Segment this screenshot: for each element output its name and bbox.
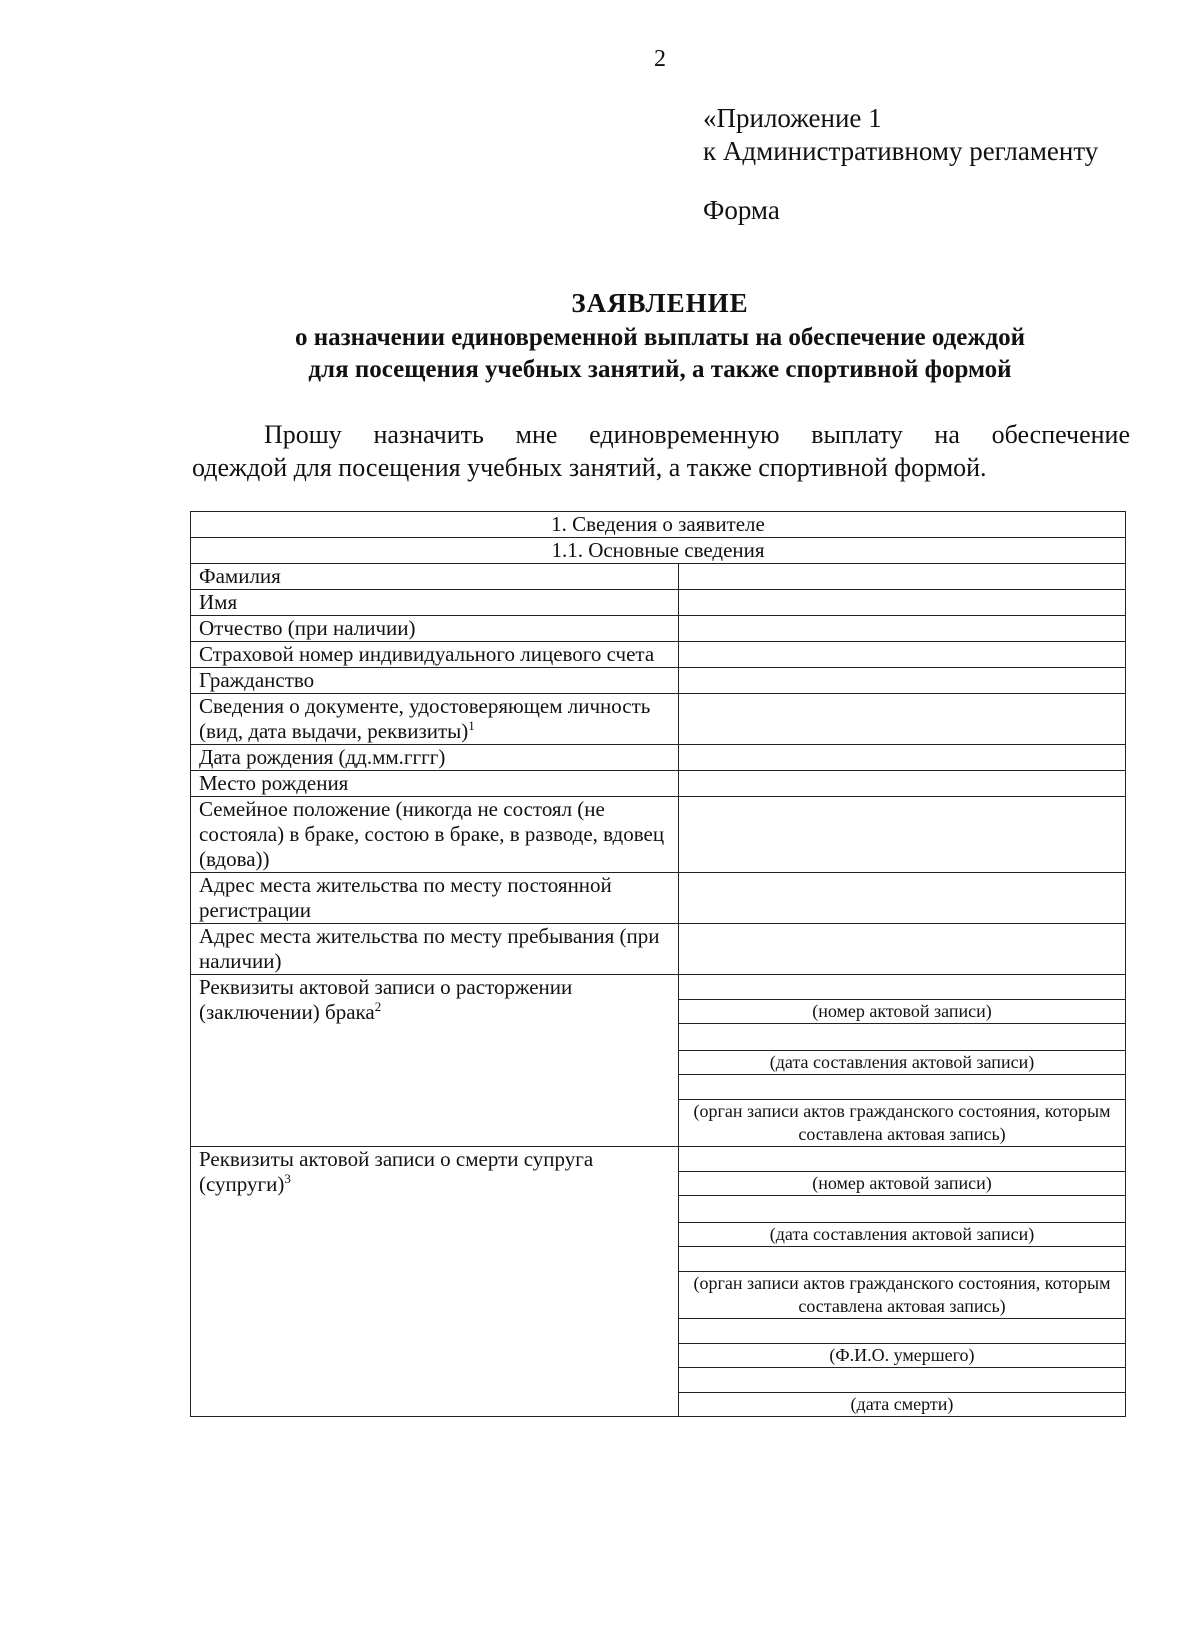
field-label-surname: Фамилия	[191, 564, 679, 590]
annex-line-1: «Приложение 1	[703, 103, 882, 133]
marriage-record-date-caption: (дата составления актовой записи)	[679, 1051, 1126, 1075]
field-value-marital-status[interactable]	[679, 797, 1126, 873]
field-value-surname[interactable]	[679, 564, 1126, 590]
field-value-registration-address[interactable]	[679, 873, 1126, 924]
marriage-record-authority-caption: (орган записи актов гражданского состояния, которым составлена актовая запись)	[679, 1100, 1126, 1147]
page-number: 2	[654, 46, 666, 72]
field-value-birth-place[interactable]	[679, 771, 1126, 797]
annex-line-2: к Административному регламенту	[703, 136, 1099, 166]
annex-reference	[703, 102, 1098, 168]
footnote-marker: 1	[468, 718, 475, 733]
request-line-2: одеждой для посещения учебных занятий, а также спортивной формой.	[192, 453, 987, 482]
death-date-input[interactable]	[679, 1368, 1126, 1393]
death-record-label-text: Реквизиты актовой записи о смерти супруга (супруги)	[199, 1147, 594, 1196]
footnote-marker: 3	[284, 1171, 291, 1186]
table-row	[191, 564, 1126, 590]
request-line-1: Прошу назначить мне единовременную выплату на обеспечение	[264, 420, 1130, 449]
field-label-citizenship: Гражданство	[191, 668, 679, 694]
footnote-marker: 2	[374, 999, 382, 1014]
deceased-name-input[interactable]	[679, 1319, 1126, 1344]
table-row	[191, 1147, 1126, 1172]
field-value-stay-address[interactable]	[679, 924, 1126, 975]
document-subtitle-line-2: для посещения учебных занятий, а также спортивной формой	[308, 356, 1012, 383]
death-record-date-input[interactable]	[679, 1196, 1126, 1223]
marriage-record-date-input[interactable]	[679, 1024, 1126, 1051]
field-label-birth-date: Дата рождения (дд.мм.гггг)	[191, 745, 679, 771]
subsection-title: 1.1. Основные сведения	[191, 538, 1126, 564]
field-value-identity-document[interactable]	[679, 694, 1126, 745]
field-label-name: Имя	[191, 590, 679, 616]
field-label-marriage-record	[191, 975, 679, 1147]
field-label-stay-address: Адрес места жительства по месту пребывания (при наличии)	[191, 924, 679, 975]
death-record-number-input[interactable]	[679, 1147, 1126, 1172]
section-title: 1. Сведения о заявителе	[191, 512, 1126, 538]
marriage-record-authority-input[interactable]	[679, 1075, 1126, 1100]
death-record-authority-input[interactable]	[679, 1247, 1126, 1272]
field-value-name[interactable]	[679, 590, 1126, 616]
marriage-record-number-caption: (номер актовой записи)	[679, 1000, 1126, 1024]
death-record-date-caption: (дата составления актовой записи)	[679, 1223, 1126, 1247]
field-value-snils[interactable]	[679, 642, 1126, 668]
identity-document-label-text: Сведения о документе, удостоверяющем личность (вид, дата выдачи, реквизиты)	[199, 694, 651, 743]
table-row	[191, 797, 1126, 873]
field-label-marital-status: Семейное положение (никогда не состоял (не состояла) в браке, состою в браке, в разводе, вдовец (вдова))	[191, 797, 679, 873]
table-row	[191, 975, 1126, 1000]
table-row	[191, 694, 1126, 745]
table-row	[191, 873, 1126, 924]
deceased-name-caption: (Ф.И.О. умершего)	[679, 1344, 1126, 1368]
field-value-birth-date[interactable]	[679, 745, 1126, 771]
field-value-citizenship[interactable]	[679, 668, 1126, 694]
form-label: Форма	[703, 195, 780, 225]
table-row	[191, 745, 1126, 771]
table-row	[191, 771, 1126, 797]
table-row	[191, 668, 1126, 694]
table-row	[191, 924, 1126, 975]
death-date-caption: (дата смерти)	[679, 1393, 1126, 1417]
field-label-snils: Страховой номер индивидуального лицевого счета	[191, 642, 679, 668]
field-label-identity-document	[191, 694, 679, 745]
field-label-death-record	[191, 1147, 679, 1417]
marriage-record-number-input[interactable]	[679, 975, 1126, 1000]
applicant-info-table	[190, 511, 1126, 1417]
field-label-birth-place: Место рождения	[191, 771, 679, 797]
field-label-registration-address: Адрес места жительства по месту постоянной регистрации	[191, 873, 679, 924]
death-record-number-caption: (номер актовой записи)	[679, 1172, 1126, 1196]
field-value-patronymic[interactable]	[679, 616, 1126, 642]
subsection-header-row	[191, 538, 1126, 564]
field-label-patronymic: Отчество (при наличии)	[191, 616, 679, 642]
death-record-authority-caption: (орган записи актов гражданского состояния, которым составлена актовая запись)	[679, 1272, 1126, 1319]
marriage-record-label-text: Реквизиты актовой записи о расторжении (заключении) брака	[199, 975, 573, 1024]
section-header-row	[191, 512, 1126, 538]
request-paragraph	[192, 418, 1130, 484]
table-row	[191, 616, 1126, 642]
document-subtitle-line-1: о назначении единовременной выплаты на обеспечение одеждой	[294, 324, 1026, 351]
table-row	[191, 590, 1126, 616]
table-row	[191, 642, 1126, 668]
document-title: ЗАЯВЛЕНИЕ	[571, 288, 749, 318]
